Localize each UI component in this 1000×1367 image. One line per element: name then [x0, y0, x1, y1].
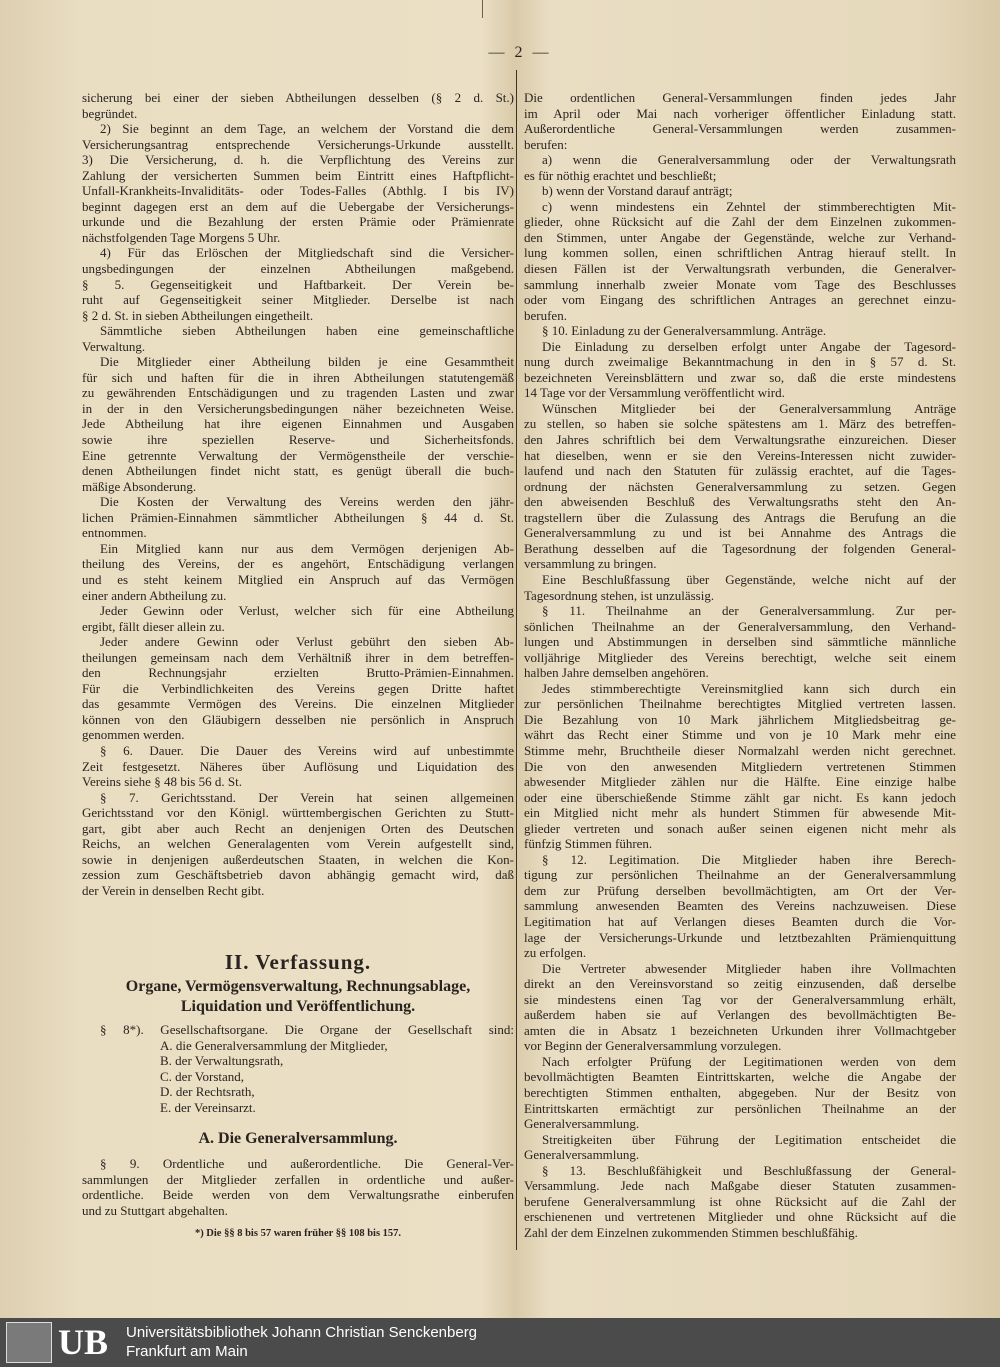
text-line: diesen Fällen ist der Verwaltungsrath verbunden, die Generalver-: [524, 261, 956, 277]
text-line: Die Mitglieder einer Abtheilung bilden je eine Gesammtheit: [100, 354, 514, 370]
text-line: Tagesordnung stehen, ist unzulässig.: [524, 587, 715, 603]
text-line: beginnt dagegen erst an dem auf die Uebergabe der Versicherungs-: [82, 198, 514, 214]
text-line: sowie in denjenigen außerdeutschen Staaten, in welchen die Kon-: [82, 851, 514, 867]
text-line: Gerichtsstand vor den Königl. württembergischen Gerichten zu Stutt-: [82, 805, 514, 821]
text-line: ordnung der nächsten Generalversammlung zu setzen. Gegen: [524, 478, 956, 494]
section-subtitle: Organe, Vermögensverwaltung, Rechnungsablage,: [125, 978, 471, 995]
text-line: Zahlung der versicherten Summen beim Eintritt eines Haftpflicht-: [82, 167, 514, 183]
text-line: urkunde und die Bezahlung der ersten Prämie oder Prämienrate: [82, 214, 514, 230]
text-line: entnommen.: [82, 525, 147, 541]
text-line: Jeder Gewinn oder Verlust, welcher sich für eine Abtheilung: [100, 603, 514, 619]
text-line: den Stimmen, unter Angabe der Gegenstände, welche zur Verhand-: [524, 229, 956, 245]
text-line: theilungen gemeinsam nach dem Verhältniß ihrer in dem betreffen-: [82, 649, 514, 665]
text-line: Stimme mehr, Bruchtheile dieser Normalzahl werden nicht gerechnet.: [524, 742, 956, 758]
text-line: Die von den anwesenden Mitgliedern vertretenen Stimmen: [524, 758, 956, 774]
text-line: Für die Verbindlichkeiten des Vereins gegen Dritte haftet: [82, 680, 514, 696]
footnote: *) Die §§ 8 bis 57 waren früher §§ 108 bis 157.: [194, 1228, 402, 1239]
text-line: und es steht keinem Mitglied ein Anspruch auf das Vermögen: [82, 571, 514, 587]
text-line: c) wenn mindestens ein Zehntel der stimmberechtigten Mit-: [542, 198, 956, 214]
text-line: § 5. Gegenseitigkeit und Haftbarkeit. Der Verein be-: [82, 276, 514, 292]
text-line: theilung des Vereins, der es angehört, Entschädigung verlangen: [82, 556, 514, 572]
text-line: hat dieselben, wenn er sie den Vereins-Interessen nicht zuwider-: [524, 447, 956, 463]
text-line: den Jahres schriftlich bei dem Verwaltungsrathe einzureichen. Dieser: [524, 432, 956, 448]
text-line: Versicherungsantrag entsprechende Versicherungs-Urkunde ausstellt.: [82, 136, 514, 152]
text-line: zur persönlichen Theilnahme berechtigtes Mitglied vertreten lassen.: [524, 696, 956, 712]
text-line: 4) Für das Erlöschen der Mitgliedschaft sind die Versicher-: [100, 245, 514, 261]
text-line: lichen Prämien-Einnahmen sämmtlicher Abtheilungen § 44 d. St.: [82, 509, 514, 525]
text-line: Ein Mitglied kann nur aus dem Vermögen derjenigen Ab-: [100, 540, 514, 556]
text-line: b) wenn der Vorstand darauf anträgt;: [542, 183, 733, 199]
text-line: berufen:: [524, 136, 568, 152]
text-line: § 11. Theilnahme an der Generalversammlung. Zur per-: [542, 603, 956, 619]
ub-logo: [6, 1322, 114, 1363]
text-line: Generalversammlung.: [524, 1116, 640, 1132]
text-line: im April oder Mai nach vorheriger öffentlicher Einladung statt.: [524, 105, 956, 121]
text-line: vor Beginn der Generalversammlung vorzulegen.: [524, 1038, 782, 1054]
text-line: 2) Sie beginnt an dem Tage, an welchem der Vorstand die dem: [100, 121, 514, 137]
text-line: der Verein in denselben Recht gibt.: [82, 882, 265, 898]
text-line: das gesammte Vermögen des Vereins. Die einzelnen Mitglieder: [82, 696, 514, 712]
text-line: gart, gibt aber auch Recht an denjenigen Orten des Deutschen: [82, 820, 514, 836]
text-line: zu erfolgen.: [524, 945, 587, 961]
paragraph-8: § 8*). Gesellschaftsorgane. Die Organe der Gesellschaft sind:: [100, 1022, 514, 1037]
section-title: II. Verfassung.: [224, 950, 372, 974]
text-line: lungen und Abstimmungen in derselben sind sämmtliche männliche: [524, 634, 956, 650]
text-line: Jedes stimmberechtigte Vereinsmitglied kann sich durch ein: [542, 680, 956, 696]
text-line: mäßige Absonderung.: [82, 478, 197, 494]
text-line: den Rechnungsjahr erzielten Brutto-Prämien-Einnahmen.: [82, 665, 514, 681]
text-line: tigung zur persönlichen Theilnahme an der Generalversammlung: [524, 867, 956, 883]
text-line: direkt an den Vereinsvorstand so zeitig einzusenden, daß derselbe: [524, 976, 956, 992]
text-line: bevollmächtigten Beamten Eintrittskarten, welche die Angabe der: [524, 1069, 956, 1085]
organ-item: B. der Verwaltungsrath,: [160, 1053, 284, 1069]
right-column: [524, 90, 956, 1240]
text-line: Streitigkeiten über Führung der Legitimation entscheidet die: [542, 1131, 956, 1147]
text-line: Vereins siehe § 48 bis 56 d. St.: [82, 774, 242, 790]
text-line: fünfzig Stimmen führen.: [524, 836, 653, 852]
text-line: es für nöthig erachtet und beschließt;: [524, 167, 717, 183]
text-line: Generalversammlung.: [524, 1147, 640, 1163]
text-line: glieder vertreten und sonach außer seinen eigenen nicht mehr als: [524, 820, 956, 836]
text-line: lung kommen sollen, einen schriftlichen Antrag hierauf stellt. In: [524, 245, 956, 261]
text-line: § 7. Gerichtsstand. Der Verein hat seinen allgemeinen: [100, 789, 514, 805]
text-line: Legitimation hat auf Verlangen dieses Beamten durch die Vor-: [524, 913, 956, 929]
text-line: ordentliche. Beide werden von dem Verwaltungsrathe einberufen: [82, 1187, 514, 1203]
text-line: ungsbedingungen der einzelnen Abtheilungen maßgebend.: [82, 261, 514, 277]
text-line: berufene Generalversammlung ist ohne Rücksicht auf die Zahl der: [524, 1193, 956, 1209]
organ-item: C. der Vorstand,: [160, 1068, 245, 1084]
library-name: Universitätsbibliothek Johann Christian Senckenberg: [126, 1324, 478, 1341]
organ-item: A. die Generalversammlung der Mitglieder,: [160, 1037, 388, 1053]
text-line: Wünschen Mitglieder bei der Generalversammlung Anträge: [542, 400, 956, 416]
text-line: Eintrittskarten ermächtigt zur persönlichen Theilnahme an der: [524, 1100, 956, 1116]
text-line: 3) Die Versicherung, d. h. die Verpflichtung des Vereins zur: [82, 152, 514, 168]
text-line: Außerordentliche General-Versammlungen werden zusammen-: [524, 121, 956, 137]
library-city: Frankfurt am Main: [126, 1343, 248, 1360]
text-line: nächstfolgenden Tage Morgens 5 Uhr.: [82, 229, 281, 245]
text-line: 14 Tage vor der Versammlung veröffentlicht wird.: [524, 385, 785, 401]
text-line: Unfall-Krankheits-Invaliditäts- oder Todes-Falles (Abthlg. I bis IV): [82, 183, 514, 199]
text-line: § 12. Legitimation. Die Mitglieder haben ihre Berech-: [542, 851, 956, 867]
text-line: ruht auf Gegenseitigkeit seiner Mitglieder. Derselbe ist nach: [82, 292, 514, 308]
text-line: bezeichneten Vereinsblättern und zwar so, daß die erste mindestens: [524, 369, 956, 385]
text-line: für sich und haften für die in ihren Abtheilungen statutengemäß: [82, 369, 514, 385]
text-line: sowie ihre speziellen Reserve- und Sicherheitsfonds.: [82, 432, 514, 448]
text-line: Reichs, an welchen Generalagenten vom Verein aufgestellt sind,: [82, 836, 514, 852]
text-line: § 10. Einladung zu der Generalversammlung. Anträge.: [542, 323, 827, 339]
text-line: § 2 d. St. in sieben Abtheilungen eingetheilt.: [82, 307, 314, 323]
text-line: außerdem haben sie auf Verlangen des bevollmächtigten Be-: [524, 1007, 956, 1023]
text-line: zu gewährenden Entschädigungen und zu tragenden Lasten und zwar: [82, 385, 514, 401]
text-line: zu stellen, so haben sie solche spätestens am 1. März des betreffen-: [524, 416, 956, 432]
text-line: § 9. Ordentliche und außerordentliche. Die General-Ver-: [100, 1156, 514, 1171]
text-line: Berathung desselben auf die Tagesordnung der folgenden General-: [524, 540, 956, 556]
text-line: Eine Beschlußfassung über Gegenstände, welche nicht auf der: [542, 571, 956, 587]
text-line: Eine getrennte Verwaltung der Vermögenstheile der verschie-: [82, 447, 514, 463]
text-line: Jeder andere Gewinn oder Verlust gebührt den sieben Ab-: [100, 634, 514, 650]
portrait-icon: [6, 1322, 52, 1363]
text-line: Versammlung. Jede nach Maßgabe dieser Statuten zusammen-: [524, 1178, 956, 1194]
paragraph-9: [82, 1156, 514, 1218]
text-line: glieder, ohne Rücksicht auf die Zahl der dem Einzelnen zukommen-: [524, 214, 956, 230]
text-line: volljährige Mitglieder des Vereins berechtigt, welche seit einem: [524, 649, 956, 665]
text-line: Zahl der dem Einzelnen zukommenden Stimmen beschlußfähig.: [524, 1224, 858, 1240]
text-line: lage der Versicherungs-Urkunde und letztbezahlten Prämienquittung: [524, 929, 956, 945]
logo-text: UB: [58, 1322, 109, 1362]
text-line: sicherung bei einer der sieben Abtheilungen desselben (§ 2 d. St.): [82, 90, 514, 105]
text-line: Verwaltung.: [82, 338, 146, 354]
text-line: Zeit festgesetzt. Näheres über Auflösung und Liquidation des: [82, 758, 514, 774]
text-line: sammlungen der Mitglieder zerfallen in ordentliche und außer-: [82, 1171, 514, 1187]
text-line: a) wenn die Generalversammlung oder der Verwaltungsrath: [542, 152, 956, 168]
text-line: begründet.: [82, 105, 138, 121]
text-line: Jede Abtheilung hat ihre eigenen Einnahmen und Ausgaben: [82, 416, 514, 432]
page-number: — 2 —: [488, 44, 552, 61]
left-column: [82, 90, 514, 898]
text-line: halben Jahre demselben angehören.: [524, 665, 709, 681]
text-line: tragstellern über die Zulassung des Antrags die Berufung an die: [524, 509, 956, 525]
text-line: denen Abtheilungen findet nicht statt, es genügt überall die buch-: [82, 463, 514, 479]
text-line: Generalversammlung zu und ist bei Annahme des Antrags die: [524, 525, 956, 541]
text-line: sammlung anwesenden Beamten des Vereins nachzuweisen. Diese: [524, 898, 956, 914]
text-line: versammlung zu bringen.: [524, 556, 657, 572]
text-line: § 13. Beschlußfähigkeit und Beschlußfassung der General-: [542, 1162, 956, 1178]
text-line: Die Kosten der Verwaltung des Vereins werden den jähr-: [100, 494, 514, 510]
fold-mark: [482, 0, 483, 18]
text-line: ergibt, fällt dieser allein zu.: [82, 618, 225, 634]
text-line: abwesender Mitglieder zählen nur die Hälfte. Eine einzige halbe: [524, 774, 956, 790]
text-line: erschienenen und vertretenen Mitglieder und ohne Rücksicht auf die: [524, 1209, 956, 1225]
organ-list: [82, 1038, 514, 1116]
text-line: Die ordentlichen General-Versammlungen finden jedes Jahr: [524, 90, 956, 105]
text-line: § 6. Dauer. Die Dauer des Vereins wird auf unbestimmte: [100, 742, 514, 758]
section-subtitle: Liquidation und Veröffentlichung.: [180, 998, 416, 1015]
text-line: in der in den Versicherungsbedingungen näher bezeichneten Weise.: [82, 400, 514, 416]
column-divider: [516, 70, 517, 1250]
text-line: Die Einladung zu derselben erfolgt unter Angabe der Tagesord-: [542, 338, 956, 354]
text-line: berufen.: [524, 307, 567, 323]
text-line: Die Vertreter abwesender Mitglieder haben ihre Vollmachten: [542, 960, 956, 976]
text-line: berechtigten Stimmen enthalten, abgegeben. Nur der Besitz von: [524, 1085, 956, 1100]
text-line: sönlichen Theilnahme an der Generalversammlung, den Verhand-: [524, 618, 956, 634]
text-line: oder vom Eingang des schriftlichen Antrages an gerechnet einzu-: [524, 292, 956, 308]
text-line: Nach erfolgter Prüfung der Legitimationen werden von dem: [542, 1053, 956, 1069]
library-banner: [0, 1318, 1000, 1367]
organ-item: E. der Vereinsarzt.: [160, 1099, 256, 1115]
organ-item: D. der Rechtsrath,: [160, 1084, 255, 1100]
text-line: nung durch zweimalige Bekanntmachung in den in § 57 d. St.: [524, 354, 956, 370]
text-line: sammlung innerhalb zweier Monate vom Tage des Beschlusses: [524, 276, 956, 292]
text-line: amten die in Absatz 1 bezeichneten Urkunden ihrer Vollmachtgeber: [524, 1022, 956, 1038]
text-line: dem zur Prüfung derselben bevollmächtigten, am Ort der Ver-: [524, 882, 956, 898]
text-line: sie mindestens einen Tag vor der Generalversammlung erhält,: [524, 991, 956, 1007]
text-line: zession zum Geschäftsbetrieb davon abhängig gemacht wird, daß: [82, 867, 514, 883]
text-line: laufend und nach den Statuten für zulässig erachtet, auf die Tages-: [524, 463, 956, 479]
text-line: Die Bezahlung von 10 Mark jährlichem Mitgliedsbeitrag ge-: [524, 711, 956, 727]
subheading-generalversammlung: A. Die Generalversammlung.: [198, 1130, 398, 1147]
text-line: oder eine überschießende Stimme zählt gar nicht. Es kann jedoch: [524, 789, 956, 805]
text-line: können von den Gläubigern desselben nie persönlich in Anspruch: [82, 711, 514, 727]
text-line: genommen werden.: [82, 727, 185, 743]
text-line: währt das Recht einer Stimme und von je 10 Mark mehr eine: [524, 727, 956, 743]
text-line: und zu Stuttgart abgehalten.: [82, 1202, 228, 1218]
text-line: ein Mitglied nicht mehr als hundert Stimmen für abwesende Mit-: [524, 805, 956, 821]
text-line: Sämmtliche sieben Abtheilungen haben eine gemeinschaftliche: [100, 323, 514, 339]
text-line: den abweisenden Beschluß des Verwaltungsraths steht den An-: [524, 494, 956, 510]
text-line: einer andern Abtheilung zu.: [82, 587, 227, 603]
